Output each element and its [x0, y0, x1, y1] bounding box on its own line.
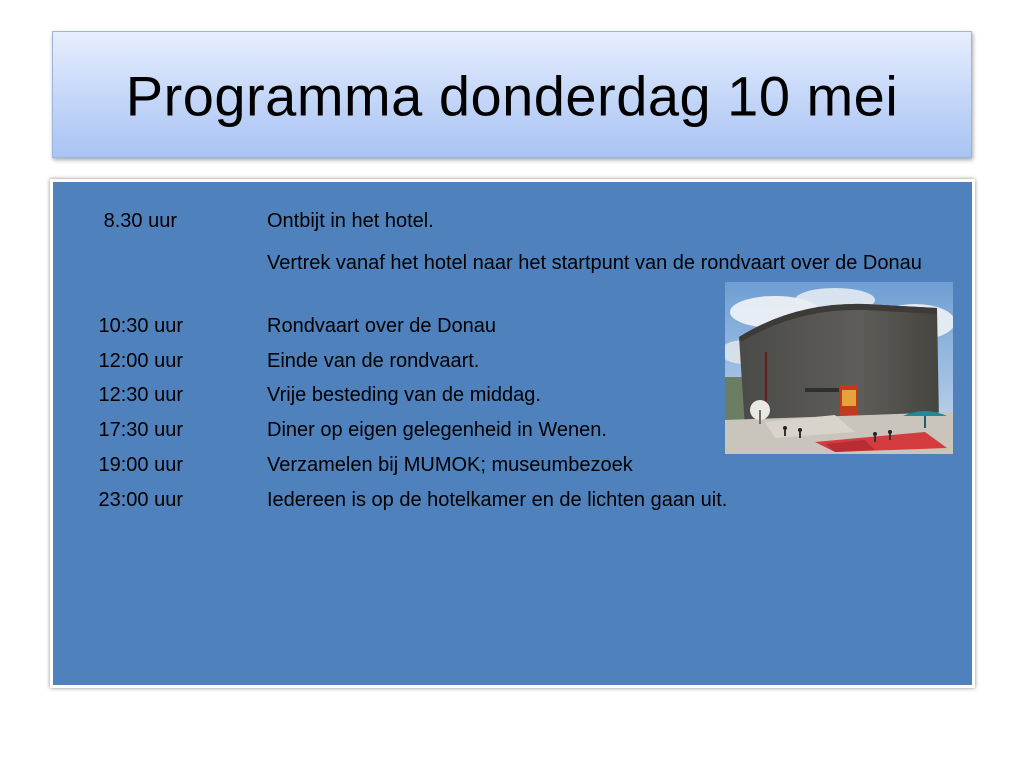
- slide-title: Programma donderdag 10 mei: [125, 64, 899, 128]
- schedule-time: 12:30 uur: [98, 384, 183, 406]
- title-box: [52, 31, 972, 158]
- schedule-time: 8.30 uur: [103, 210, 177, 232]
- schedule-activity: Vertrek vanaf het hotel naar het startpunt van de rondvaart over de Donau: [267, 252, 922, 274]
- schedule-activity: Einde van de rondvaart.: [267, 350, 480, 372]
- schedule-time: 10:30 uur: [98, 315, 183, 337]
- schedule-activity: Rondvaart over de Donau: [267, 315, 497, 337]
- schedule-panel: [50, 179, 975, 688]
- schedule-time: 17:30 uur: [98, 419, 183, 441]
- schedule-activity: Vrije besteding van de middag.: [267, 384, 541, 406]
- schedule-activity: Ontbijt in het hotel.: [267, 210, 434, 232]
- schedule-time: 19:00 uur: [98, 454, 183, 476]
- schedule-time: 23:00 uur: [98, 489, 183, 511]
- schedule-activity: Diner op eigen gelegenheid in Wenen.: [267, 419, 607, 441]
- schedule-activity: Iedereen is op de hotelkamer en de lichten gaan uit.: [267, 489, 728, 511]
- mumok-museum-photo: [725, 282, 953, 454]
- schedule-activity: Verzamelen bij MUMOK; museumbezoek: [267, 454, 633, 476]
- schedule-time: 12:00 uur: [98, 350, 183, 372]
